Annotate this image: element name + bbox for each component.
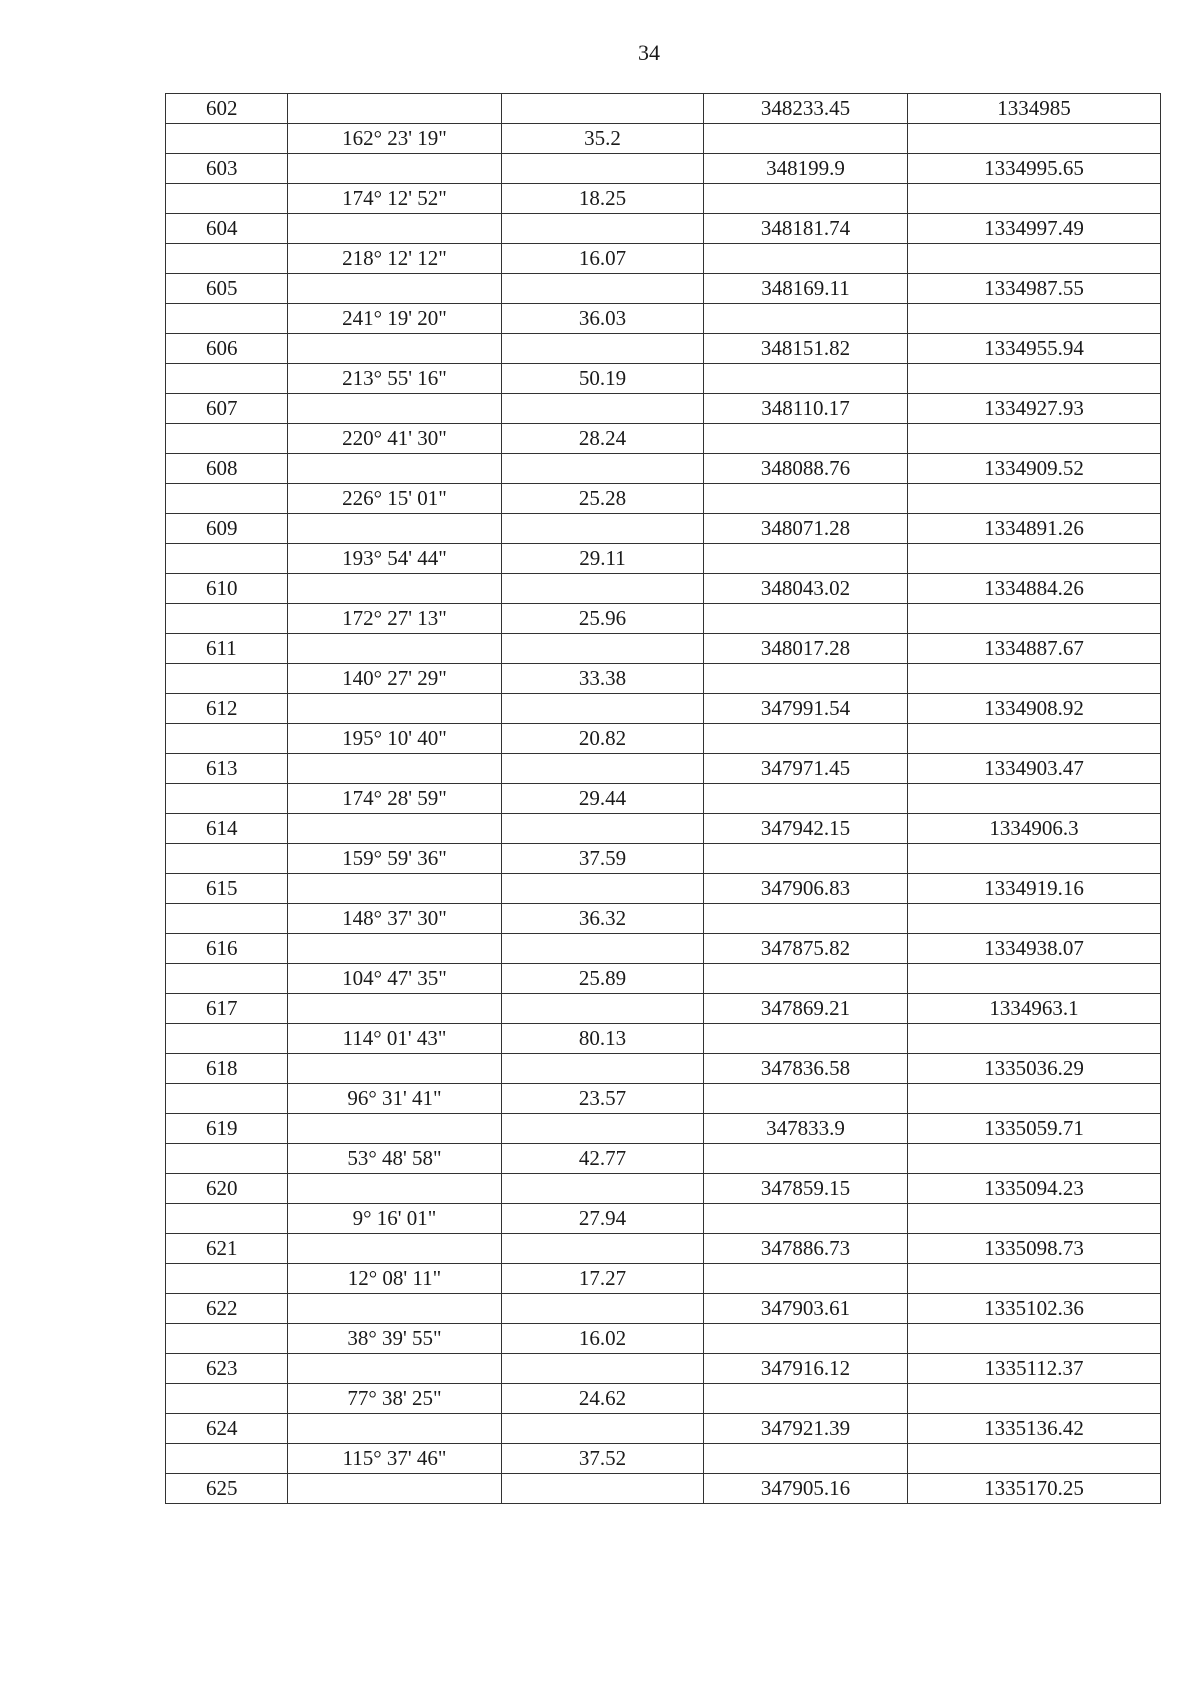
point-id-cell: 621 [166,1234,288,1264]
bearing-cell: 193° 54' 44" [288,544,502,574]
easting-cell: 1335102.36 [908,1294,1161,1324]
bearing-cell [288,454,502,484]
northing-cell [704,604,908,634]
distance-cell [502,1354,704,1384]
point-id-cell [166,244,288,274]
point-id-cell [166,1444,288,1474]
northing-cell [704,304,908,334]
easting-cell [908,304,1161,334]
point-id-cell [166,904,288,934]
table-row [166,1024,1161,1054]
northing-cell: 348088.76 [704,454,908,484]
easting-cell [908,844,1161,874]
distance-cell [502,814,704,844]
easting-cell [908,1324,1161,1354]
point-id-cell: 613 [166,754,288,784]
bearing-cell: 77° 38' 25" [288,1384,502,1414]
table-row [166,454,1161,484]
easting-cell: 1335094.23 [908,1174,1161,1204]
northing-cell [704,1024,908,1054]
distance-cell: 80.13 [502,1024,704,1054]
bearing-cell [288,334,502,364]
table-row [166,934,1161,964]
easting-cell [908,724,1161,754]
bearing-cell: 159° 59' 36" [288,844,502,874]
point-id-cell: 610 [166,574,288,604]
northing-cell [704,724,908,754]
point-id-cell [166,604,288,634]
northing-cell: 347921.39 [704,1414,908,1444]
table-row [166,94,1161,124]
survey-table-body [166,94,1161,1504]
easting-cell: 1335098.73 [908,1234,1161,1264]
point-id-cell: 622 [166,1294,288,1324]
bearing-cell: 53° 48' 58" [288,1144,502,1174]
northing-cell [704,1084,908,1114]
bearing-cell: 226° 15' 01" [288,484,502,514]
northing-cell [704,1204,908,1234]
northing-cell [704,544,908,574]
point-id-cell: 618 [166,1054,288,1084]
northing-cell: 348043.02 [704,574,908,604]
distance-cell [502,514,704,544]
bearing-cell: 38° 39' 55" [288,1324,502,1354]
bearing-cell: 241° 19' 20" [288,304,502,334]
point-id-cell: 615 [166,874,288,904]
table-row [166,904,1161,934]
point-id-cell [166,1324,288,1354]
northing-cell [704,964,908,994]
point-id-cell: 617 [166,994,288,1024]
bearing-cell [288,994,502,1024]
point-id-cell: 611 [166,634,288,664]
easting-cell [908,1264,1161,1294]
easting-cell [908,664,1161,694]
bearing-cell [288,1414,502,1444]
bearing-cell: 218° 12' 12" [288,244,502,274]
table-row [166,124,1161,154]
point-id-cell [166,1204,288,1234]
table-row [166,754,1161,784]
table-row [166,604,1161,634]
northing-cell: 347991.54 [704,694,908,724]
easting-cell [908,544,1161,574]
bearing-cell [288,694,502,724]
northing-cell [704,1144,908,1174]
northing-cell: 348233.45 [704,94,908,124]
point-id-cell: 614 [166,814,288,844]
point-id-cell [166,1024,288,1054]
easting-cell: 1334919.16 [908,874,1161,904]
northing-cell: 347875.82 [704,934,908,964]
easting-cell: 1334963.1 [908,994,1161,1024]
easting-cell [908,904,1161,934]
easting-cell [908,1444,1161,1474]
distance-cell [502,1054,704,1084]
northing-cell: 347903.61 [704,1294,908,1324]
bearing-cell: 115° 37' 46" [288,1444,502,1474]
bearing-cell [288,814,502,844]
easting-cell: 1334884.26 [908,574,1161,604]
northing-cell: 347833.9 [704,1114,908,1144]
distance-cell [502,1294,704,1324]
northing-cell: 347869.21 [704,994,908,1024]
table-row [166,1444,1161,1474]
bearing-cell [288,874,502,904]
northing-cell: 347906.83 [704,874,908,904]
bearing-cell [288,514,502,544]
distance-cell [502,694,704,724]
distance-cell: 27.94 [502,1204,704,1234]
bearing-cell: 114° 01' 43" [288,1024,502,1054]
table-row [166,154,1161,184]
distance-cell [502,274,704,304]
distance-cell [502,1174,704,1204]
table-row [166,244,1161,274]
distance-cell: 33.38 [502,664,704,694]
northing-cell: 347905.16 [704,1474,908,1504]
table-row [166,1264,1161,1294]
northing-cell: 348151.82 [704,334,908,364]
table-row [166,1354,1161,1384]
northing-cell [704,904,908,934]
point-id-cell [166,1264,288,1294]
bearing-cell [288,574,502,604]
table-row [166,1324,1161,1354]
northing-cell: 348071.28 [704,514,908,544]
northing-cell [704,1444,908,1474]
easting-cell [908,1384,1161,1414]
distance-cell [502,1414,704,1444]
point-id-cell: 608 [166,454,288,484]
table-row [166,994,1161,1024]
distance-cell [502,994,704,1024]
easting-cell: 1334909.52 [908,454,1161,484]
table-row [166,1084,1161,1114]
northing-cell: 348169.11 [704,274,908,304]
distance-cell [502,1474,704,1504]
distance-cell: 17.27 [502,1264,704,1294]
distance-cell: 36.32 [502,904,704,934]
point-id-cell: 602 [166,94,288,124]
northing-cell: 347859.15 [704,1174,908,1204]
bearing-cell: 148° 37' 30" [288,904,502,934]
easting-cell: 1334903.47 [908,754,1161,784]
easting-cell [908,364,1161,394]
bearing-cell: 140° 27' 29" [288,664,502,694]
bearing-cell [288,394,502,424]
distance-cell: 24.62 [502,1384,704,1414]
northing-cell: 347942.15 [704,814,908,844]
point-id-cell: 605 [166,274,288,304]
northing-cell [704,124,908,154]
northing-cell [704,664,908,694]
bearing-cell [288,1354,502,1384]
point-id-cell: 620 [166,1174,288,1204]
table-row [166,634,1161,664]
easting-cell: 1335059.71 [908,1114,1161,1144]
northing-cell [704,244,908,274]
easting-cell: 1334995.65 [908,154,1161,184]
distance-cell: 20.82 [502,724,704,754]
table-row [166,664,1161,694]
distance-cell [502,214,704,244]
distance-cell: 36.03 [502,304,704,334]
table-row [166,544,1161,574]
point-id-cell [166,1144,288,1174]
easting-cell [908,964,1161,994]
northing-cell [704,484,908,514]
bearing-cell: 174° 28' 59" [288,784,502,814]
easting-cell [908,1144,1161,1174]
bearing-cell: 213° 55' 16" [288,364,502,394]
distance-cell: 37.52 [502,1444,704,1474]
bearing-cell [288,1114,502,1144]
point-id-cell [166,964,288,994]
northing-cell: 347836.58 [704,1054,908,1084]
point-id-cell: 606 [166,334,288,364]
northing-cell [704,1324,908,1354]
northing-cell [704,1384,908,1414]
point-id-cell: 616 [166,934,288,964]
point-id-cell [166,304,288,334]
easting-cell: 1334997.49 [908,214,1161,244]
bearing-cell [288,274,502,304]
northing-cell [704,784,908,814]
distance-cell: 16.02 [502,1324,704,1354]
bearing-cell [288,154,502,184]
point-id-cell: 609 [166,514,288,544]
northing-cell [704,364,908,394]
survey-coordinates-table [165,93,1161,1504]
point-id-cell [166,724,288,754]
point-id-cell [166,1384,288,1414]
table-row [166,694,1161,724]
bearing-cell [288,934,502,964]
easting-cell [908,424,1161,454]
distance-cell: 28.24 [502,424,704,454]
distance-cell [502,1114,704,1144]
table-row [166,184,1161,214]
easting-cell: 1334985 [908,94,1161,124]
table-row [166,1144,1161,1174]
table-row [166,964,1161,994]
distance-cell: 42.77 [502,1144,704,1174]
point-id-cell: 623 [166,1354,288,1384]
distance-cell [502,934,704,964]
bearing-cell: 195° 10' 40" [288,724,502,754]
distance-cell [502,874,704,904]
point-id-cell: 619 [166,1114,288,1144]
easting-cell: 1334938.07 [908,934,1161,964]
distance-cell: 25.96 [502,604,704,634]
table-row [166,1474,1161,1504]
bearing-cell [288,94,502,124]
bearing-cell [288,1474,502,1504]
point-id-cell: 603 [166,154,288,184]
easting-cell: 1334927.93 [908,394,1161,424]
table-row [166,574,1161,604]
bearing-cell [288,214,502,244]
table-row [166,394,1161,424]
bearing-cell [288,1054,502,1084]
distance-cell [502,454,704,484]
point-id-cell [166,484,288,514]
point-id-cell: 624 [166,1414,288,1444]
table-row [166,274,1161,304]
point-id-cell [166,124,288,154]
point-id-cell [166,1084,288,1114]
bearing-cell [288,1234,502,1264]
point-id-cell [166,664,288,694]
point-id-cell [166,364,288,394]
easting-cell: 1334955.94 [908,334,1161,364]
point-id-cell [166,544,288,574]
bearing-cell: 220° 41' 30" [288,424,502,454]
distance-cell: 29.44 [502,784,704,814]
bearing-cell [288,634,502,664]
distance-cell [502,634,704,664]
northing-cell [704,424,908,454]
point-id-cell: 607 [166,394,288,424]
northing-cell: 347971.45 [704,754,908,784]
easting-cell [908,784,1161,814]
table-row [166,1234,1161,1264]
northing-cell [704,184,908,214]
bearing-cell: 172° 27' 13" [288,604,502,634]
point-id-cell: 612 [166,694,288,724]
table-row [166,724,1161,754]
bearing-cell [288,754,502,784]
bearing-cell: 12° 08' 11" [288,1264,502,1294]
table-row [166,1384,1161,1414]
table-row [166,1294,1161,1324]
northing-cell: 348181.74 [704,214,908,244]
distance-cell [502,574,704,604]
distance-cell [502,1234,704,1264]
distance-cell: 23.57 [502,1084,704,1114]
table-row [166,784,1161,814]
table-row [166,214,1161,244]
distance-cell: 25.28 [502,484,704,514]
distance-cell [502,154,704,184]
table-row [166,334,1161,364]
table-row [166,1114,1161,1144]
northing-cell [704,844,908,874]
table-row [166,814,1161,844]
distance-cell: 29.11 [502,544,704,574]
table-row [166,424,1161,454]
easting-cell [908,484,1161,514]
northing-cell: 347916.12 [704,1354,908,1384]
easting-cell [908,604,1161,634]
bearing-cell: 96° 31' 41" [288,1084,502,1114]
bearing-cell [288,1174,502,1204]
easting-cell: 1334908.92 [908,694,1161,724]
easting-cell: 1335136.42 [908,1414,1161,1444]
northing-cell: 347886.73 [704,1234,908,1264]
table-row [166,304,1161,334]
table-row [166,1054,1161,1084]
easting-cell: 1335112.37 [908,1354,1161,1384]
table-row [166,514,1161,544]
distance-cell: 50.19 [502,364,704,394]
point-id-cell: 604 [166,214,288,244]
point-id-cell [166,844,288,874]
table-row [166,844,1161,874]
distance-cell [502,394,704,424]
table-row [166,484,1161,514]
distance-cell [502,754,704,784]
table-row [166,1204,1161,1234]
table-row [166,1414,1161,1444]
northing-cell: 348199.9 [704,154,908,184]
easting-cell [908,244,1161,274]
bearing-cell: 174° 12' 52" [288,184,502,214]
page-number: 34 [638,40,660,65]
distance-cell: 18.25 [502,184,704,214]
easting-cell [908,1204,1161,1234]
easting-cell: 1335036.29 [908,1054,1161,1084]
northing-cell: 348110.17 [704,394,908,424]
northing-cell: 348017.28 [704,634,908,664]
easting-cell [908,1084,1161,1114]
bearing-cell: 162° 23' 19" [288,124,502,154]
point-id-cell [166,784,288,814]
northing-cell [704,1264,908,1294]
easting-cell: 1334906.3 [908,814,1161,844]
distance-cell: 37.59 [502,844,704,874]
easting-cell: 1334887.67 [908,634,1161,664]
table-row [166,874,1161,904]
distance-cell: 16.07 [502,244,704,274]
easting-cell: 1334987.55 [908,274,1161,304]
bearing-cell: 9° 16' 01" [288,1204,502,1234]
point-id-cell: 625 [166,1474,288,1504]
easting-cell: 1334891.26 [908,514,1161,544]
bearing-cell [288,1294,502,1324]
easting-cell [908,1024,1161,1054]
easting-cell: 1335170.25 [908,1474,1161,1504]
distance-cell [502,94,704,124]
easting-cell [908,124,1161,154]
easting-cell [908,184,1161,214]
distance-cell [502,334,704,364]
table-row [166,364,1161,394]
table-row [166,1174,1161,1204]
point-id-cell [166,424,288,454]
bearing-cell: 104° 47' 35" [288,964,502,994]
distance-cell: 25.89 [502,964,704,994]
point-id-cell [166,184,288,214]
distance-cell: 35.2 [502,124,704,154]
